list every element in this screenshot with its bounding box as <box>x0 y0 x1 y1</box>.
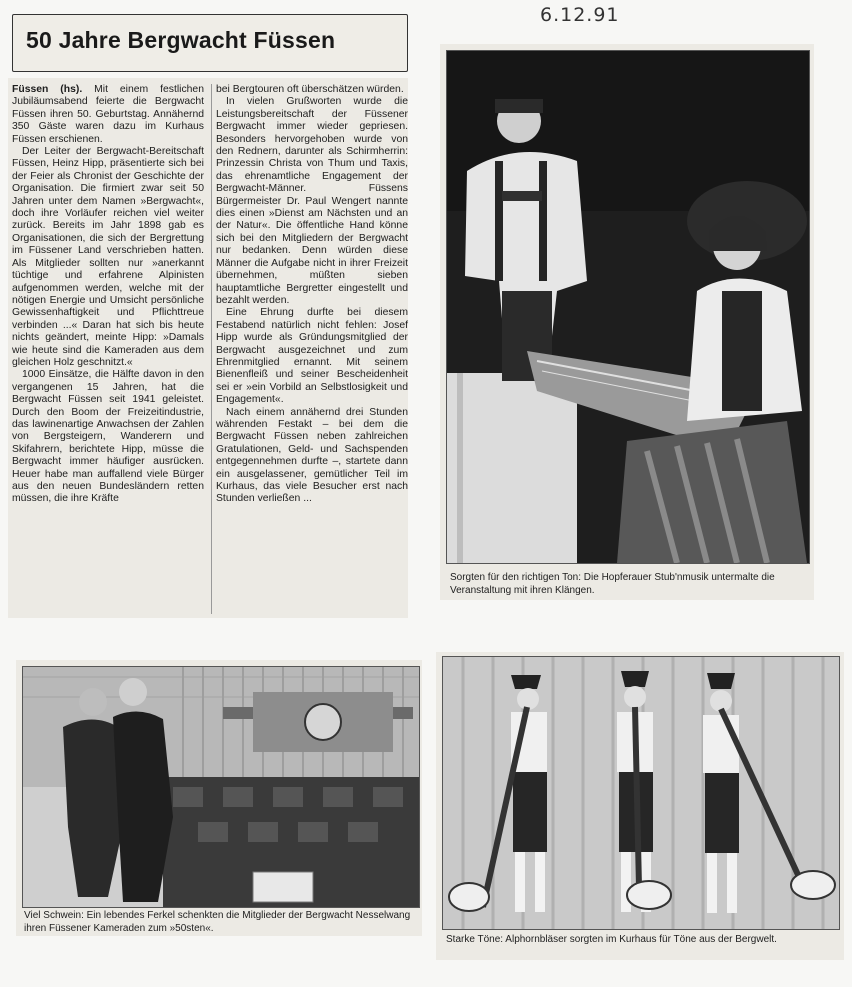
alphorn-photo <box>442 656 840 930</box>
paragraph: In vielen Grußworten wurde die Leistungsbereitschaft der Füssener Bergwacht immer wieder gepriesen. Besonders hervorgehoben wurde von den Rednern, darunter als Schirmherrin: Prinzessin Christa von Thum und Taxis, das ehrenamtliche Engagement der Bergwacht-Männer. Füssens Bürgermeister Dr. Paul Wengert nannte dies einen »Dienst am Nächsten und an der Natur«. Die öffentliche Hand könne sich bei den Mitgliedern der Bergwacht nur bedanken. Denn würden diese Männer die Aufgabe nicht in ihrer Freizeit übernehmen, müßten sieben hauptamtliche Bergretter eingestellt und bezahlt werden. <box>216 96 408 306</box>
handwritten-date: 6.12.91 <box>540 4 620 26</box>
piglet-photo <box>22 666 420 908</box>
article-column-1 <box>12 84 204 506</box>
headline: 50 Jahre Bergwacht Füssen <box>26 27 336 53</box>
dateline: Füssen (hs). <box>12 84 83 95</box>
paragraph: 1000 Einsätze, die Hälfte davon in den vergangenen 15 Jahren, hat die Bergwacht Füssen seit 1941 geleistet. Durch den Boom der Freizeitindustrie, das lawinenartige Anwachsen der Zahlen von Bergsteigern, Wanderern und Skifahrern, berichtete Hipp, müsse die Bergwacht immer häufiger ausrücken. Heuer habe man auffallend viele Bürger aus den neuen Bundesländern retten müssen, die ihre Kräfte <box>12 369 204 505</box>
music-photo <box>446 50 810 564</box>
music-caption: Sorgten für den richtigen Ton: Die Hopferauer Stub'nmusik untermalte die Veranstaltung mit ihren Klängen. <box>450 572 775 596</box>
article-clipping <box>8 78 408 618</box>
lead-text: Mit einem festlichen Jubiläumsabend feierte die Bergwacht Füssen ihren 50. Geburtstag. Annähernd 350 Gäste waren dazu im Kurhaus Füssen erschienen. <box>12 84 204 145</box>
piglet-caption: Viel Schwein: Ein lebendes Ferkel schenkten die Mitglieder der Bergwacht Nesselwang ihren Füssener Kameraden zum »50sten«. <box>24 910 411 934</box>
paragraph <box>12 84 204 146</box>
paragraph: Nach einem annähernd drei Stunden währenden Festakt – bei dem die Bergwacht Füssen neben zahlreichen Gratulationen, Geld- und Sachspenden entgegennehmen durfte –, startete dann ein ausgelassener, gemütlicher Teil im Kurhaus, das viele Besucher erst nach Stunden verließen ... <box>216 406 408 505</box>
paragraph: Der Leiter der Bergwacht-Bereitschaft Füssen, Heinz Hipp, präsentierte sich bei der Feier als Chronist der Geschichte der Organisation. Die firmiert zwar seit 50 Jahren unter dem Namen »Bergwacht«, doch ihre Vorläufer reichen viel weiter zurück. Bereits im Jahr 1898 gab es Organisationen, die sich der Bergrettung im Füssener Land verschrieben hatten. Als Mitglieder sollten nur »anerkannt tüchtige und erfahrene Alpinisten aufgenommen werden, welche mit der nötigen Energie und Umsicht persönliche Gewissenhaftigkeit und Pflichttreue verbinden ...« Daran hat sich bis heute nichts geändert, meinte Hipp: »Damals wie heute sind die Kameraden aus dem gleichen Holz geschnitzt.« <box>12 146 204 368</box>
column-divider <box>211 84 212 614</box>
article-column-2 <box>216 84 408 506</box>
paragraph: Eine Ehrung durfte bei diesem Festabend natürlich nicht fehlen: Josef Hipp wurde als Gründungsmitglied der Bergwacht ausgezeichnet und zum Ehrenmitglied ernannt. Mit seinem Bienenfleiß und seiner Bescheidenheit sei er »ein Vorbild an Selbstlosigkeit und Engagement«. <box>216 307 408 406</box>
paragraph: bei Bergtouren oft überschätzen würden. <box>216 84 404 95</box>
alphorn-caption: Starke Töne: Alphornbläser sorgten im Kurhaus für Töne aus der Bergwelt. <box>446 934 777 945</box>
